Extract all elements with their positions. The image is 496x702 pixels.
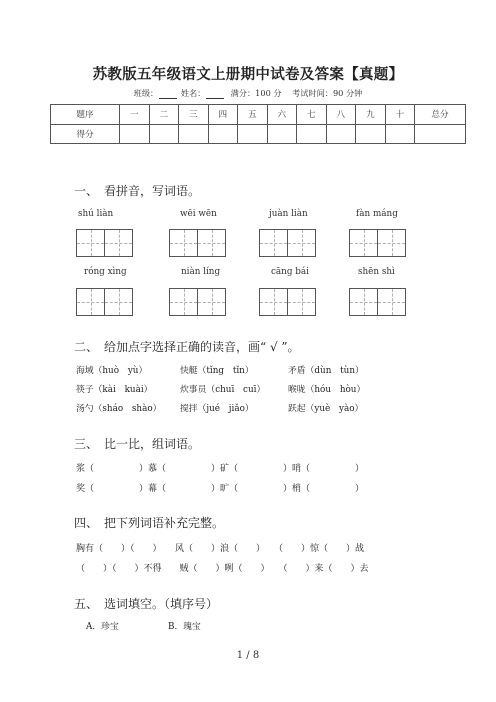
pinyin-label: shēn shì [358,267,395,277]
student-info-line [0,88,496,99]
table-header-cell: 六 [267,105,297,125]
word-compare-line[interactable]: 浆（ ）慕（ ）矿（ ）哨（ ） [76,464,365,474]
pinyin-label: róng xìng [84,267,127,277]
writing-grid[interactable] [259,288,316,316]
table-header-cell: 四 [208,105,238,125]
pinyin-label: shú liàn [78,209,114,219]
table-header-cell: 五 [238,105,268,125]
section4-title: 四、 把下列词语补充完整。 [74,516,225,530]
table-header-cell: 七 [297,105,327,125]
word-compare-line[interactable]: 奖（ ）幕（ ）旷（ ）梢（ ） [76,484,365,494]
reading-item[interactable]: 汤勺（sháo shào） [76,404,162,414]
score-cell[interactable] [356,124,386,144]
score-cell[interactable] [149,124,179,144]
table-header-cell: 题序 [51,105,120,125]
table-header-cell: 八 [326,105,356,125]
table-header-cell: 总分 [415,105,466,125]
score-cell[interactable] [120,124,150,144]
reading-item[interactable]: 快艇（tǐng tǐn） [180,366,254,376]
idiom-line[interactable]: 胸有（ ）（ ） 风（ ）浪（ ） （ ）惊（ ）战 [76,544,365,554]
writing-grid[interactable] [259,229,316,257]
score-cell[interactable] [326,124,356,144]
full-score-label: 满分：100 分 [230,88,282,98]
table-header-cell: 十 [385,105,415,125]
table-row-label: 得分 [51,124,120,144]
writing-grid[interactable] [169,229,226,257]
exam-time-label: 考试时间：90 分钟 [292,88,363,98]
reading-item[interactable]: 矛盾（dùn tùn） [288,366,364,376]
section3-title: 三、 比一比，组词语。 [74,437,201,451]
score-cell[interactable] [297,124,327,144]
score-cell[interactable] [238,124,268,144]
name-label: 姓名： [180,88,206,98]
pinyin-label: fàn máng [356,209,398,219]
score-table-header-row [51,105,466,125]
score-cell[interactable] [415,124,466,144]
table-header-cell: 二 [149,105,179,125]
section1-title: 一、 看拼音，写词语。 [74,184,201,198]
class-blank[interactable] [159,89,177,99]
writing-grid[interactable] [76,288,133,316]
section5-title: 五、 选词填空。（填序号） [74,597,219,611]
pinyin-label: juàn liàn [269,209,308,219]
score-cell[interactable] [179,124,209,144]
writing-grid[interactable] [349,288,406,316]
reading-item[interactable]: 筷子（kài kuài） [76,385,153,395]
writing-grid[interactable] [349,229,406,257]
score-table-score-row [51,124,466,144]
score-cell[interactable] [385,124,415,144]
idiom-line[interactable]: （ ）（ ）不得 贼（ ）咧（ ） （ ）来（ ）去 [76,564,369,574]
score-cell[interactable] [208,124,238,144]
pinyin-label: wēi wēn [180,209,217,219]
option-a: A．珍宝 [86,622,119,632]
reading-item[interactable]: 炊事员（chuī cuī） [180,385,266,395]
table-header-cell: 三 [179,105,209,125]
reading-item[interactable]: 喉咙（hóu hòu） [288,385,366,395]
reading-item[interactable]: 跃起（yuè yào） [288,404,364,414]
writing-grid[interactable] [169,288,226,316]
score-cell[interactable] [267,124,297,144]
page-number: 1 / 8 [236,650,260,661]
score-table [50,104,466,144]
reading-item[interactable]: 海域（huò yù） [76,366,148,376]
table-header-cell: 一 [120,105,150,125]
class-label: 班级： [133,88,159,98]
table-header-cell: 九 [356,105,386,125]
document-title: 苏教版五年级语文上册期中试卷及答案【真题】 [92,66,404,83]
section2-title: 二、 给加点字选择正确的读音，画“ √ ”。 [74,340,300,354]
option-b: B．瑰宝 [168,622,201,632]
name-blank[interactable] [206,89,224,99]
reading-item[interactable]: 搅拌（jué jiǎo） [180,404,254,414]
pinyin-label: niàn líng [181,267,221,277]
writing-grid[interactable] [76,229,133,257]
pinyin-label: cāng bái [271,267,309,277]
